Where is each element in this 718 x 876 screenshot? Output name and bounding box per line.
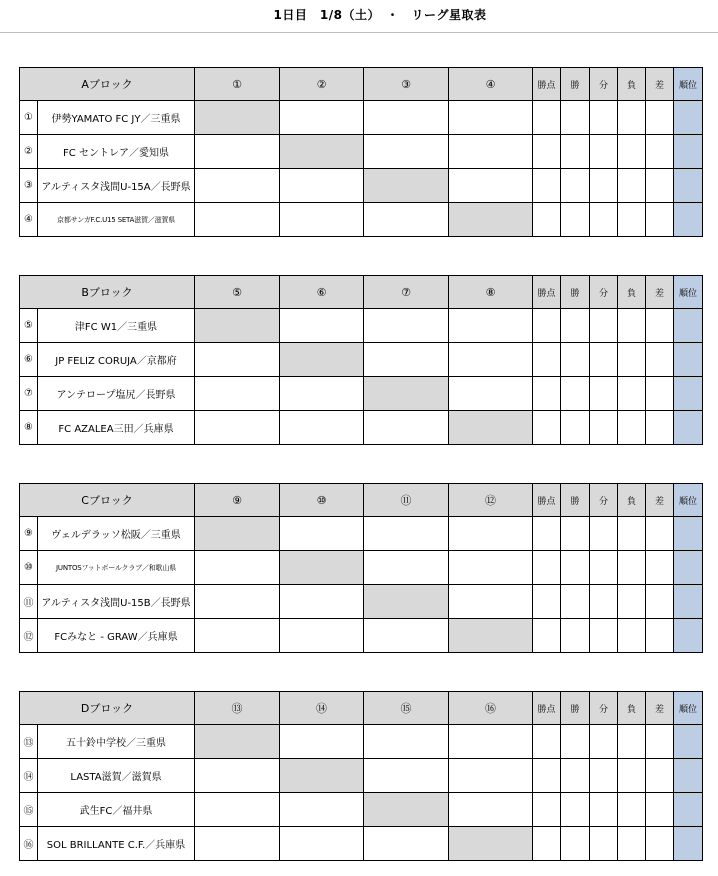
table-row bbox=[20, 343, 703, 377]
stat-cell bbox=[618, 759, 646, 793]
team-number: ② bbox=[20, 135, 38, 169]
match-header: ⑦ bbox=[364, 276, 449, 309]
table-row bbox=[20, 551, 703, 585]
self-match-cell bbox=[364, 585, 449, 619]
stat-header: 勝 bbox=[561, 276, 590, 309]
self-match-cell bbox=[364, 793, 449, 827]
stat-cell bbox=[646, 827, 674, 861]
self-match-cell bbox=[449, 827, 533, 861]
stat-cell bbox=[533, 343, 561, 377]
team-number: ③ bbox=[20, 169, 38, 203]
stat-cell bbox=[561, 725, 590, 759]
match-result-cell bbox=[364, 827, 449, 861]
stat-cell bbox=[561, 827, 590, 861]
table-row bbox=[20, 203, 703, 237]
league-table-block-2 bbox=[19, 275, 703, 445]
block-name: Cブロック bbox=[20, 484, 195, 517]
stat-cell bbox=[561, 793, 590, 827]
rank-cell bbox=[674, 759, 703, 793]
table-header-row bbox=[20, 276, 703, 309]
match-result-cell bbox=[449, 343, 533, 377]
rank-header: 順位 bbox=[674, 484, 703, 517]
table-row bbox=[20, 377, 703, 411]
stat-cell bbox=[590, 309, 618, 343]
team-name: 京都サンガF.C.U15 SETA滋賀／滋賀県 bbox=[38, 203, 195, 237]
rank-cell bbox=[674, 135, 703, 169]
stat-cell bbox=[646, 759, 674, 793]
rank-cell bbox=[674, 551, 703, 585]
match-result-cell bbox=[364, 135, 449, 169]
stat-header: 負 bbox=[618, 276, 646, 309]
stat-cell bbox=[561, 759, 590, 793]
match-result-cell bbox=[449, 135, 533, 169]
stat-cell bbox=[561, 585, 590, 619]
match-result-cell bbox=[449, 793, 533, 827]
self-match-cell bbox=[195, 309, 280, 343]
stat-cell bbox=[646, 411, 674, 445]
match-header: ⑧ bbox=[449, 276, 533, 309]
stat-cell bbox=[561, 135, 590, 169]
stat-cell bbox=[590, 343, 618, 377]
self-match-cell bbox=[280, 135, 364, 169]
match-header: ② bbox=[280, 68, 364, 101]
stat-cell bbox=[533, 619, 561, 653]
match-result-cell bbox=[280, 725, 364, 759]
match-result-cell bbox=[280, 309, 364, 343]
stat-cell bbox=[590, 585, 618, 619]
stat-cell bbox=[561, 377, 590, 411]
stat-cell bbox=[618, 411, 646, 445]
stat-cell bbox=[561, 169, 590, 203]
stat-cell bbox=[618, 135, 646, 169]
stat-cell bbox=[646, 101, 674, 135]
stat-cell bbox=[533, 793, 561, 827]
stat-cell bbox=[590, 377, 618, 411]
self-match-cell bbox=[449, 619, 533, 653]
match-result-cell bbox=[195, 619, 280, 653]
match-result-cell bbox=[364, 203, 449, 237]
match-result-cell bbox=[364, 517, 449, 551]
stat-header: 差 bbox=[646, 68, 674, 101]
table-row bbox=[20, 827, 703, 861]
rank-cell bbox=[674, 343, 703, 377]
match-result-cell bbox=[195, 343, 280, 377]
block-name: Bブロック bbox=[20, 276, 195, 309]
match-result-cell bbox=[364, 551, 449, 585]
self-match-cell bbox=[280, 759, 364, 793]
stat-cell bbox=[561, 411, 590, 445]
match-result-cell bbox=[280, 203, 364, 237]
stat-cell bbox=[590, 551, 618, 585]
team-number: ⑤ bbox=[20, 309, 38, 343]
team-number: ⑭ bbox=[20, 759, 38, 793]
stat-cell bbox=[561, 101, 590, 135]
stat-cell bbox=[561, 203, 590, 237]
stat-cell bbox=[590, 793, 618, 827]
table-row bbox=[20, 309, 703, 343]
page-title: 1日目 1/8（土） ・ リーグ星取表 bbox=[273, 8, 487, 22]
stat-cell bbox=[618, 793, 646, 827]
table-row bbox=[20, 517, 703, 551]
rank-cell bbox=[674, 169, 703, 203]
stat-cell bbox=[590, 619, 618, 653]
match-result-cell bbox=[280, 377, 364, 411]
rank-header: 順位 bbox=[674, 68, 703, 101]
match-result-cell bbox=[195, 759, 280, 793]
match-result-cell bbox=[195, 169, 280, 203]
match-result-cell bbox=[280, 517, 364, 551]
stat-cell bbox=[618, 619, 646, 653]
stat-cell bbox=[618, 309, 646, 343]
stat-cell bbox=[533, 827, 561, 861]
team-name: ヴェルデラッソ松阪／三重県 bbox=[38, 517, 195, 551]
stat-cell bbox=[646, 551, 674, 585]
team-number: ⑧ bbox=[20, 411, 38, 445]
stat-cell bbox=[533, 517, 561, 551]
match-result-cell bbox=[364, 343, 449, 377]
table-row bbox=[20, 135, 703, 169]
stat-cell bbox=[646, 135, 674, 169]
stat-header: 差 bbox=[646, 484, 674, 517]
match-result-cell bbox=[364, 759, 449, 793]
rank-cell bbox=[674, 517, 703, 551]
match-result-cell bbox=[449, 377, 533, 411]
stat-header: 勝点 bbox=[533, 484, 561, 517]
match-result-cell bbox=[280, 619, 364, 653]
team-name: 五十鈴中学校／三重県 bbox=[38, 725, 195, 759]
self-match-cell bbox=[195, 101, 280, 135]
rank-header: 順位 bbox=[674, 276, 703, 309]
stat-cell bbox=[561, 309, 590, 343]
match-result-cell bbox=[280, 101, 364, 135]
match-result-cell bbox=[364, 411, 449, 445]
match-result-cell bbox=[280, 827, 364, 861]
stat-cell bbox=[618, 169, 646, 203]
match-result-cell bbox=[195, 827, 280, 861]
stat-cell bbox=[618, 203, 646, 237]
stat-cell bbox=[590, 759, 618, 793]
stat-cell bbox=[646, 169, 674, 203]
team-name: FC セントレア／愛知県 bbox=[38, 135, 195, 169]
self-match-cell bbox=[195, 725, 280, 759]
stat-header: 分 bbox=[590, 692, 618, 725]
table-row bbox=[20, 585, 703, 619]
stat-cell bbox=[646, 619, 674, 653]
match-result-cell bbox=[280, 793, 364, 827]
rank-cell bbox=[674, 309, 703, 343]
stat-cell bbox=[590, 411, 618, 445]
table-row bbox=[20, 725, 703, 759]
block-name: Aブロック bbox=[20, 68, 195, 101]
rank-header: 順位 bbox=[674, 692, 703, 725]
match-result-cell bbox=[449, 725, 533, 759]
match-result-cell bbox=[195, 203, 280, 237]
match-header: ① bbox=[195, 68, 280, 101]
match-result-cell bbox=[364, 619, 449, 653]
stat-cell bbox=[533, 101, 561, 135]
match-result-cell bbox=[195, 793, 280, 827]
match-result-cell bbox=[280, 169, 364, 203]
match-header: ⑯ bbox=[449, 692, 533, 725]
team-number: ④ bbox=[20, 203, 38, 237]
stat-header: 勝 bbox=[561, 68, 590, 101]
block-name: Dブロック bbox=[20, 692, 195, 725]
rank-cell bbox=[674, 411, 703, 445]
stat-header: 勝 bbox=[561, 484, 590, 517]
stat-cell bbox=[561, 517, 590, 551]
stat-header: 分 bbox=[590, 484, 618, 517]
stat-cell bbox=[618, 725, 646, 759]
table-row bbox=[20, 411, 703, 445]
rank-cell bbox=[674, 377, 703, 411]
league-table-block-3 bbox=[19, 483, 703, 653]
match-result-cell bbox=[195, 551, 280, 585]
team-name: SOL BRILLANTE C.F.／兵庫県 bbox=[38, 827, 195, 861]
stat-cell bbox=[561, 343, 590, 377]
stat-cell bbox=[561, 551, 590, 585]
match-result-cell bbox=[195, 411, 280, 445]
team-number: ① bbox=[20, 101, 38, 135]
stat-cell bbox=[533, 585, 561, 619]
stat-cell bbox=[533, 551, 561, 585]
table-row bbox=[20, 101, 703, 135]
team-name: 武生FC／福井県 bbox=[38, 793, 195, 827]
stat-header: 分 bbox=[590, 276, 618, 309]
rank-cell bbox=[674, 619, 703, 653]
self-match-cell bbox=[449, 411, 533, 445]
table-row bbox=[20, 793, 703, 827]
match-header: ⑥ bbox=[280, 276, 364, 309]
team-number: ⑬ bbox=[20, 725, 38, 759]
stat-header: 勝点 bbox=[533, 692, 561, 725]
stat-cell bbox=[590, 725, 618, 759]
stat-header: 勝点 bbox=[533, 276, 561, 309]
team-name: 津FC W1／三重県 bbox=[38, 309, 195, 343]
self-match-cell bbox=[364, 377, 449, 411]
match-result-cell bbox=[449, 309, 533, 343]
match-header: ⑨ bbox=[195, 484, 280, 517]
stat-cell bbox=[590, 135, 618, 169]
stat-header: 分 bbox=[590, 68, 618, 101]
rank-cell bbox=[674, 203, 703, 237]
stat-cell bbox=[590, 517, 618, 551]
stat-header: 負 bbox=[618, 484, 646, 517]
stat-cell bbox=[533, 759, 561, 793]
stat-cell bbox=[646, 725, 674, 759]
match-result-cell bbox=[449, 585, 533, 619]
rank-cell bbox=[674, 101, 703, 135]
stat-cell bbox=[618, 827, 646, 861]
match-header: ⑬ bbox=[195, 692, 280, 725]
rank-cell bbox=[674, 585, 703, 619]
stat-cell bbox=[646, 203, 674, 237]
stat-header: 差 bbox=[646, 276, 674, 309]
stat-cell bbox=[590, 169, 618, 203]
self-match-cell bbox=[195, 517, 280, 551]
team-name: JP FELIZ CORUJA／京都府 bbox=[38, 343, 195, 377]
team-name: JUNTOSフットボールクラブ／和歌山県 bbox=[38, 551, 195, 585]
match-result-cell bbox=[195, 377, 280, 411]
match-header: ⑫ bbox=[449, 484, 533, 517]
stat-header: 差 bbox=[646, 692, 674, 725]
match-result-cell bbox=[449, 101, 533, 135]
match-result-cell bbox=[195, 585, 280, 619]
team-number: ⑫ bbox=[20, 619, 38, 653]
stat-cell bbox=[533, 411, 561, 445]
team-name: FC AZALEA三田／兵庫県 bbox=[38, 411, 195, 445]
stat-cell bbox=[533, 135, 561, 169]
table-row bbox=[20, 169, 703, 203]
stat-cell bbox=[590, 827, 618, 861]
team-name: LASTA滋賀／滋賀県 bbox=[38, 759, 195, 793]
stat-header: 勝点 bbox=[533, 68, 561, 101]
match-header: ⑤ bbox=[195, 276, 280, 309]
title-divider bbox=[0, 32, 718, 33]
stat-cell bbox=[618, 585, 646, 619]
team-number: ⑯ bbox=[20, 827, 38, 861]
match-result-cell bbox=[449, 759, 533, 793]
rank-cell bbox=[674, 827, 703, 861]
stat-cell bbox=[646, 585, 674, 619]
stat-cell bbox=[646, 309, 674, 343]
match-header: ⑪ bbox=[364, 484, 449, 517]
stat-cell bbox=[533, 309, 561, 343]
table-header-row bbox=[20, 484, 703, 517]
match-header: ④ bbox=[449, 68, 533, 101]
team-name: アルティスタ浅間U-15A／長野県 bbox=[38, 169, 195, 203]
stat-cell bbox=[561, 619, 590, 653]
match-result-cell bbox=[364, 309, 449, 343]
stat-cell bbox=[646, 343, 674, 377]
stat-cell bbox=[590, 101, 618, 135]
match-result-cell bbox=[449, 551, 533, 585]
rank-cell bbox=[674, 725, 703, 759]
team-number: ⑦ bbox=[20, 377, 38, 411]
self-match-cell bbox=[449, 203, 533, 237]
stat-cell bbox=[618, 517, 646, 551]
table-row bbox=[20, 759, 703, 793]
match-header: ⑭ bbox=[280, 692, 364, 725]
team-number: ⑨ bbox=[20, 517, 38, 551]
league-table-block-1 bbox=[19, 67, 703, 237]
team-name: 伊勢YAMATO FC JY／三重県 bbox=[38, 101, 195, 135]
stat-header: 負 bbox=[618, 68, 646, 101]
match-header: ③ bbox=[364, 68, 449, 101]
table-row bbox=[20, 619, 703, 653]
stat-cell bbox=[646, 517, 674, 551]
rank-cell bbox=[674, 793, 703, 827]
match-result-cell bbox=[449, 169, 533, 203]
team-number: ⑪ bbox=[20, 585, 38, 619]
self-match-cell bbox=[280, 343, 364, 377]
match-result-cell bbox=[280, 411, 364, 445]
team-name: アルティスタ浅間U-15B／長野県 bbox=[38, 585, 195, 619]
stat-cell bbox=[533, 725, 561, 759]
team-number: ⑥ bbox=[20, 343, 38, 377]
match-header: ⑮ bbox=[364, 692, 449, 725]
stat-cell bbox=[533, 377, 561, 411]
stat-header: 負 bbox=[618, 692, 646, 725]
match-header: ⑩ bbox=[280, 484, 364, 517]
match-result-cell bbox=[364, 101, 449, 135]
league-table-block-4 bbox=[19, 691, 703, 861]
table-header-row bbox=[20, 692, 703, 725]
team-number: ⑩ bbox=[20, 551, 38, 585]
match-result-cell bbox=[449, 517, 533, 551]
stat-cell bbox=[618, 551, 646, 585]
match-result-cell bbox=[195, 135, 280, 169]
stat-cell bbox=[533, 203, 561, 237]
stat-cell bbox=[618, 101, 646, 135]
stat-cell bbox=[646, 793, 674, 827]
match-result-cell bbox=[280, 585, 364, 619]
stat-cell bbox=[590, 203, 618, 237]
team-name: FCみなと - GRAW／兵庫県 bbox=[38, 619, 195, 653]
self-match-cell bbox=[280, 551, 364, 585]
team-number: ⑮ bbox=[20, 793, 38, 827]
stat-cell bbox=[618, 377, 646, 411]
stat-cell bbox=[533, 169, 561, 203]
stat-header: 勝 bbox=[561, 692, 590, 725]
team-name: アンテロープ塩尻／長野県 bbox=[38, 377, 195, 411]
self-match-cell bbox=[364, 169, 449, 203]
match-result-cell bbox=[364, 725, 449, 759]
stat-cell bbox=[618, 343, 646, 377]
stat-cell bbox=[646, 377, 674, 411]
table-header-row bbox=[20, 68, 703, 101]
